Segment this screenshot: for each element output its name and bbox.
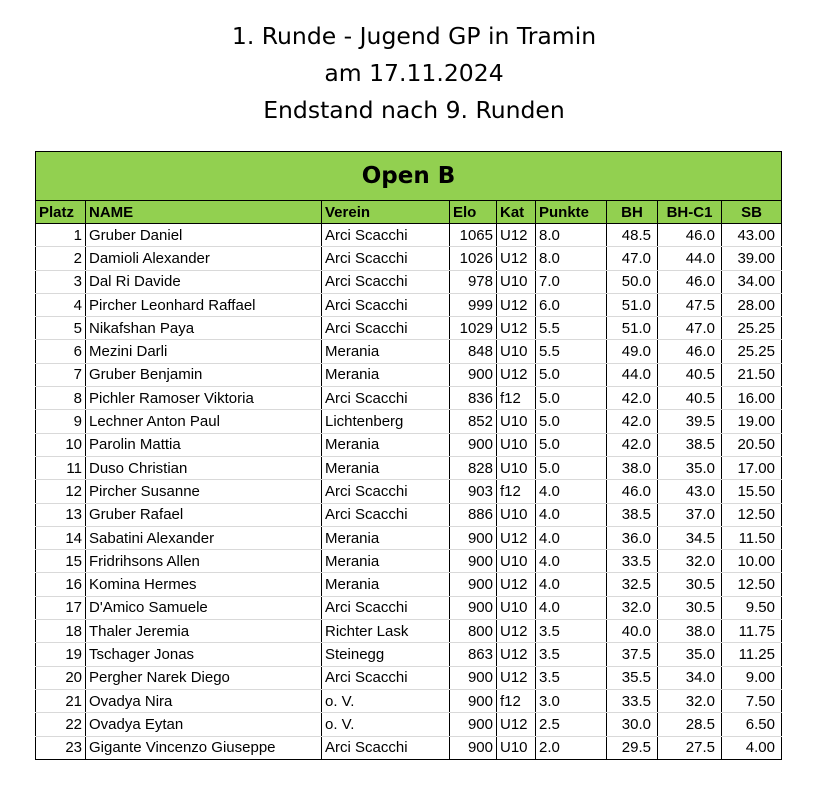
cell-punkte: 5.0 xyxy=(536,456,607,479)
cell-verein: o. V. xyxy=(322,689,450,712)
table-row xyxy=(36,456,782,479)
cell-bh-c1: 28.5 xyxy=(658,713,722,736)
cell-bh: 44.0 xyxy=(607,363,658,386)
cell-kat: U12 xyxy=(497,713,536,736)
cell-platz: 21 xyxy=(36,689,86,712)
cell-kat: U12 xyxy=(497,643,536,666)
cell-bh: 40.0 xyxy=(607,620,658,643)
header-punkte: Punkte xyxy=(536,201,607,224)
cell-elo: 999 xyxy=(450,293,497,316)
cell-sb: 10.00 xyxy=(722,550,782,573)
cell-bh-c1: 39.5 xyxy=(658,410,722,433)
table-row xyxy=(36,526,782,549)
cell-platz: 16 xyxy=(36,573,86,596)
cell-elo: 836 xyxy=(450,387,497,410)
cell-name: Lechner Anton Paul xyxy=(86,410,322,433)
cell-elo: 863 xyxy=(450,643,497,666)
cell-kat: f12 xyxy=(497,689,536,712)
cell-sb: 15.50 xyxy=(722,480,782,503)
cell-name: Gruber Daniel xyxy=(86,224,322,247)
cell-platz: 2 xyxy=(36,247,86,270)
cell-bh: 36.0 xyxy=(607,526,658,549)
table-row xyxy=(36,736,782,759)
cell-name: Pircher Susanne xyxy=(86,480,322,503)
cell-bh-c1: 34.5 xyxy=(658,526,722,549)
cell-kat: U12 xyxy=(497,224,536,247)
cell-platz: 23 xyxy=(36,736,86,759)
cell-punkte: 5.0 xyxy=(536,410,607,433)
table-row xyxy=(36,480,782,503)
cell-verein: Merania xyxy=(322,526,450,549)
cell-verein: Arci Scacchi xyxy=(322,596,450,619)
cell-verein: Arci Scacchi xyxy=(322,503,450,526)
header-row xyxy=(36,201,782,224)
table-row xyxy=(36,643,782,666)
cell-platz: 5 xyxy=(36,317,86,340)
cell-punkte: 3.5 xyxy=(536,643,607,666)
cell-platz: 8 xyxy=(36,387,86,410)
cell-kat: U10 xyxy=(497,503,536,526)
cell-verein: Merania xyxy=(322,340,450,363)
cell-elo: 900 xyxy=(450,573,497,596)
cell-verein: Arci Scacchi xyxy=(322,317,450,340)
cell-sb: 28.00 xyxy=(722,293,782,316)
table-row xyxy=(36,666,782,689)
cell-kat: U10 xyxy=(497,270,536,293)
cell-elo: 900 xyxy=(450,433,497,456)
table-row xyxy=(36,387,782,410)
cell-bh-c1: 47.5 xyxy=(658,293,722,316)
cell-bh-c1: 46.0 xyxy=(658,340,722,363)
cell-sb: 43.00 xyxy=(722,224,782,247)
document-title xyxy=(0,18,828,129)
cell-kat: U12 xyxy=(497,293,536,316)
table-row xyxy=(36,503,782,526)
cell-verein: Merania xyxy=(322,573,450,596)
cell-platz: 18 xyxy=(36,620,86,643)
cell-verein: Arci Scacchi xyxy=(322,480,450,503)
cell-platz: 12 xyxy=(36,480,86,503)
table-row xyxy=(36,620,782,643)
cell-bh-c1: 46.0 xyxy=(658,224,722,247)
cell-elo: 1029 xyxy=(450,317,497,340)
header-bh-c1: BH-C1 xyxy=(658,201,722,224)
table-row xyxy=(36,596,782,619)
cell-elo: 828 xyxy=(450,456,497,479)
cell-platz: 7 xyxy=(36,363,86,386)
cell-bh-c1: 32.0 xyxy=(658,689,722,712)
cell-bh: 38.5 xyxy=(607,503,658,526)
cell-punkte: 5.0 xyxy=(536,363,607,386)
cell-verein: Richter Lask xyxy=(322,620,450,643)
cell-verein: o. V. xyxy=(322,713,450,736)
cell-elo: 900 xyxy=(450,526,497,549)
cell-kat: U10 xyxy=(497,550,536,573)
cell-name: Parolin Mattia xyxy=(86,433,322,456)
cell-bh-c1: 30.5 xyxy=(658,596,722,619)
cell-sb: 21.50 xyxy=(722,363,782,386)
cell-bh-c1: 34.0 xyxy=(658,666,722,689)
cell-kat: U10 xyxy=(497,736,536,759)
cell-platz: 9 xyxy=(36,410,86,433)
cell-sb: 34.00 xyxy=(722,270,782,293)
cell-elo: 900 xyxy=(450,596,497,619)
cell-kat: U10 xyxy=(497,456,536,479)
header-name: NAME xyxy=(86,201,322,224)
table-row xyxy=(36,713,782,736)
cell-bh: 46.0 xyxy=(607,480,658,503)
cell-sb: 17.00 xyxy=(722,456,782,479)
cell-kat: U12 xyxy=(497,247,536,270)
cell-bh-c1: 40.5 xyxy=(658,363,722,386)
cell-platz: 13 xyxy=(36,503,86,526)
table-row xyxy=(36,550,782,573)
cell-bh: 49.0 xyxy=(607,340,658,363)
title-line-3: Endstand nach 9. Runden xyxy=(263,96,565,124)
cell-bh-c1: 30.5 xyxy=(658,573,722,596)
cell-platz: 17 xyxy=(36,596,86,619)
cell-kat: U10 xyxy=(497,596,536,619)
cell-bh-c1: 35.0 xyxy=(658,643,722,666)
cell-verein: Arci Scacchi xyxy=(322,247,450,270)
cell-verein: Arci Scacchi xyxy=(322,666,450,689)
title-line-2: am 17.11.2024 xyxy=(324,59,504,87)
header-sb: SB xyxy=(722,201,782,224)
cell-platz: 15 xyxy=(36,550,86,573)
cell-elo: 800 xyxy=(450,620,497,643)
cell-name: Duso Christian xyxy=(86,456,322,479)
cell-platz: 22 xyxy=(36,713,86,736)
cell-sb: 11.25 xyxy=(722,643,782,666)
cell-kat: f12 xyxy=(497,387,536,410)
table-row xyxy=(36,689,782,712)
cell-sb: 39.00 xyxy=(722,247,782,270)
cell-bh: 51.0 xyxy=(607,317,658,340)
cell-sb: 19.00 xyxy=(722,410,782,433)
cell-kat: f12 xyxy=(497,480,536,503)
cell-bh-c1: 38.5 xyxy=(658,433,722,456)
cell-bh: 51.0 xyxy=(607,293,658,316)
cell-punkte: 4.0 xyxy=(536,503,607,526)
cell-name: Damioli Alexander xyxy=(86,247,322,270)
cell-name: Thaler Jeremia xyxy=(86,620,322,643)
cell-elo: 1065 xyxy=(450,224,497,247)
cell-punkte: 4.0 xyxy=(536,526,607,549)
cell-elo: 900 xyxy=(450,666,497,689)
cell-bh: 32.5 xyxy=(607,573,658,596)
cell-sb: 4.00 xyxy=(722,736,782,759)
cell-kat: U12 xyxy=(497,317,536,340)
cell-verein: Arci Scacchi xyxy=(322,270,450,293)
cell-name: Pichler Ramoser Viktoria xyxy=(86,387,322,410)
cell-punkte: 2.5 xyxy=(536,713,607,736)
cell-verein: Arci Scacchi xyxy=(322,736,450,759)
cell-bh: 50.0 xyxy=(607,270,658,293)
header-kat: Kat xyxy=(497,201,536,224)
cell-name: Pergher Narek Diego xyxy=(86,666,322,689)
cell-bh: 38.0 xyxy=(607,456,658,479)
cell-bh-c1: 37.0 xyxy=(658,503,722,526)
cell-sb: 11.50 xyxy=(722,526,782,549)
table-row xyxy=(36,270,782,293)
cell-kat: U12 xyxy=(497,526,536,549)
cell-bh: 33.5 xyxy=(607,550,658,573)
cell-elo: 900 xyxy=(450,363,497,386)
cell-name: Komina Hermes xyxy=(86,573,322,596)
cell-punkte: 6.0 xyxy=(536,293,607,316)
cell-bh-c1: 27.5 xyxy=(658,736,722,759)
table-row xyxy=(36,224,782,247)
cell-name: Pircher Leonhard Raffael xyxy=(86,293,322,316)
cell-punkte: 5.5 xyxy=(536,340,607,363)
cell-bh-c1: 44.0 xyxy=(658,247,722,270)
cell-sb: 6.50 xyxy=(722,713,782,736)
cell-name: Ovadya Eytan xyxy=(86,713,322,736)
cell-name: Ovadya Nira xyxy=(86,689,322,712)
cell-sb: 9.00 xyxy=(722,666,782,689)
cell-sb: 20.50 xyxy=(722,433,782,456)
cell-platz: 11 xyxy=(36,456,86,479)
cell-elo: 903 xyxy=(450,480,497,503)
cell-elo: 848 xyxy=(450,340,497,363)
cell-bh: 30.0 xyxy=(607,713,658,736)
cell-verein: Merania xyxy=(322,363,450,386)
cell-sb: 25.25 xyxy=(722,340,782,363)
cell-bh-c1: 38.0 xyxy=(658,620,722,643)
cell-platz: 3 xyxy=(36,270,86,293)
cell-name: Gruber Benjamin xyxy=(86,363,322,386)
cell-name: D'Amico Samuele xyxy=(86,596,322,619)
cell-name: Tschager Jonas xyxy=(86,643,322,666)
cell-sb: 16.00 xyxy=(722,387,782,410)
cell-punkte: 4.0 xyxy=(536,596,607,619)
cell-bh-c1: 32.0 xyxy=(658,550,722,573)
cell-elo: 900 xyxy=(450,689,497,712)
header-elo: Elo xyxy=(450,201,497,224)
cell-verein: Merania xyxy=(322,433,450,456)
cell-kat: U12 xyxy=(497,363,536,386)
cell-kat: U12 xyxy=(497,666,536,689)
cell-platz: 20 xyxy=(36,666,86,689)
cell-platz: 1 xyxy=(36,224,86,247)
cell-platz: 14 xyxy=(36,526,86,549)
cell-punkte: 8.0 xyxy=(536,247,607,270)
group-banner: Open B xyxy=(36,152,782,201)
cell-name: Gruber Rafael xyxy=(86,503,322,526)
cell-bh: 42.0 xyxy=(607,387,658,410)
cell-verein: Arci Scacchi xyxy=(322,387,450,410)
table-row xyxy=(36,340,782,363)
header-bh: BH xyxy=(607,201,658,224)
cell-bh: 35.5 xyxy=(607,666,658,689)
cell-elo: 886 xyxy=(450,503,497,526)
cell-sb: 12.50 xyxy=(722,573,782,596)
cell-verein: Steinegg xyxy=(322,643,450,666)
cell-name: Fridrihsons Allen xyxy=(86,550,322,573)
cell-platz: 6 xyxy=(36,340,86,363)
cell-bh: 42.0 xyxy=(607,433,658,456)
title-line-1: 1. Runde - Jugend GP in Tramin xyxy=(231,22,597,50)
cell-elo: 900 xyxy=(450,550,497,573)
cell-platz: 19 xyxy=(36,643,86,666)
cell-kat: U12 xyxy=(497,620,536,643)
cell-elo: 1026 xyxy=(450,247,497,270)
table-row xyxy=(36,573,782,596)
cell-punkte: 8.0 xyxy=(536,224,607,247)
table-row xyxy=(36,247,782,270)
cell-kat: U10 xyxy=(497,433,536,456)
cell-verein: Merania xyxy=(322,456,450,479)
cell-bh: 47.0 xyxy=(607,247,658,270)
cell-verein: Arci Scacchi xyxy=(322,224,450,247)
cell-name: Gigante Vincenzo Giuseppe xyxy=(86,736,322,759)
cell-punkte: 5.5 xyxy=(536,317,607,340)
cell-sb: 12.50 xyxy=(722,503,782,526)
cell-name: Nikafshan Paya xyxy=(86,317,322,340)
table-row xyxy=(36,293,782,316)
cell-platz: 10 xyxy=(36,433,86,456)
cell-bh: 33.5 xyxy=(607,689,658,712)
cell-sb: 11.75 xyxy=(722,620,782,643)
cell-punkte: 5.0 xyxy=(536,387,607,410)
header-platz: Platz xyxy=(36,201,86,224)
cell-elo: 900 xyxy=(450,736,497,759)
cell-bh-c1: 40.5 xyxy=(658,387,722,410)
cell-bh-c1: 47.0 xyxy=(658,317,722,340)
cell-verein: Merania xyxy=(322,550,450,573)
cell-sb: 9.50 xyxy=(722,596,782,619)
cell-verein: Arci Scacchi xyxy=(322,293,450,316)
cell-punkte: 5.0 xyxy=(536,433,607,456)
cell-bh-c1: 35.0 xyxy=(658,456,722,479)
cell-punkte: 3.5 xyxy=(536,666,607,689)
cell-name: Sabatini Alexander xyxy=(86,526,322,549)
cell-bh: 29.5 xyxy=(607,736,658,759)
cell-elo: 900 xyxy=(450,713,497,736)
cell-name: Mezini Darli xyxy=(86,340,322,363)
cell-platz: 4 xyxy=(36,293,86,316)
table-row xyxy=(36,410,782,433)
cell-punkte: 7.0 xyxy=(536,270,607,293)
table-row xyxy=(36,317,782,340)
table-row xyxy=(36,363,782,386)
cell-punkte: 4.0 xyxy=(536,550,607,573)
cell-bh: 32.0 xyxy=(607,596,658,619)
cell-name: Dal Ri Davide xyxy=(86,270,322,293)
cell-sb: 25.25 xyxy=(722,317,782,340)
cell-elo: 978 xyxy=(450,270,497,293)
cell-punkte: 4.0 xyxy=(536,573,607,596)
cell-sb: 7.50 xyxy=(722,689,782,712)
cell-kat: U10 xyxy=(497,340,536,363)
cell-punkte: 3.0 xyxy=(536,689,607,712)
header-verein: Verein xyxy=(322,201,450,224)
cell-bh-c1: 46.0 xyxy=(658,270,722,293)
cell-elo: 852 xyxy=(450,410,497,433)
cell-punkte: 3.5 xyxy=(536,620,607,643)
cell-punkte: 2.0 xyxy=(536,736,607,759)
cell-bh: 48.5 xyxy=(607,224,658,247)
cell-punkte: 4.0 xyxy=(536,480,607,503)
cell-verein: Lichtenberg xyxy=(322,410,450,433)
cell-kat: U12 xyxy=(497,573,536,596)
standings-table xyxy=(35,151,782,760)
cell-bh-c1: 43.0 xyxy=(658,480,722,503)
cell-kat: U10 xyxy=(497,410,536,433)
table-row xyxy=(36,433,782,456)
cell-bh: 42.0 xyxy=(607,410,658,433)
cell-bh: 37.5 xyxy=(607,643,658,666)
